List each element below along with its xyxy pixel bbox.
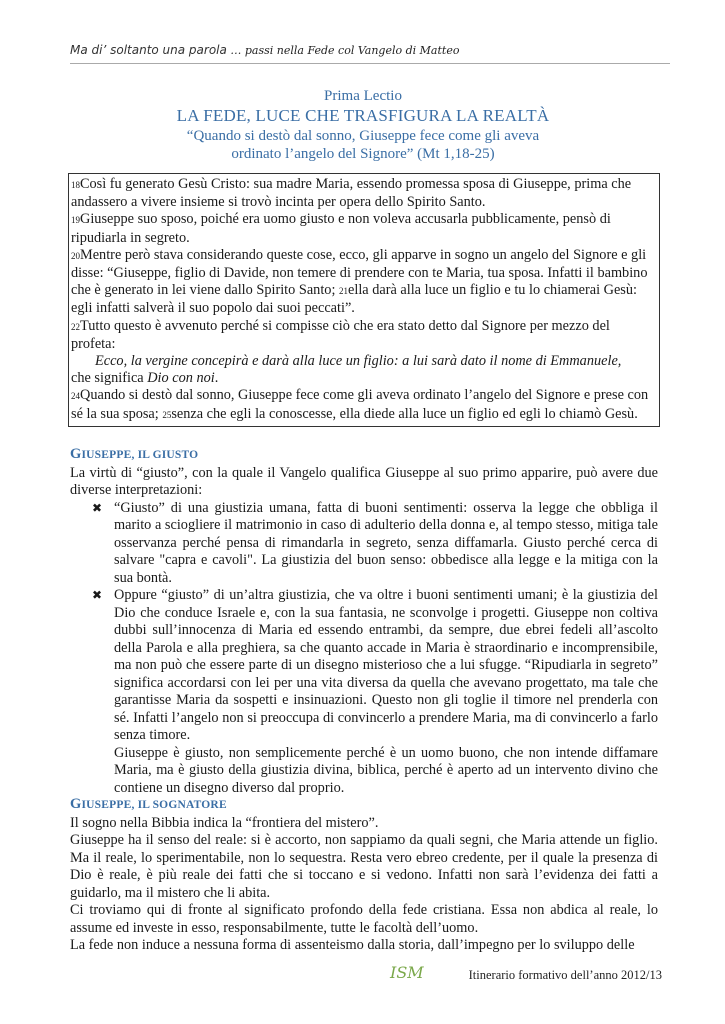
verse-19 xyxy=(71,211,657,246)
x-mark-icon: ✖ xyxy=(92,588,103,602)
paragraph: Giuseppe ha il senso del reale: si è accorto, non sappiamo da quali segni, che Maria attende un figlio. Ma il reale, lo sperimentabile, non lo sequestra. Resta vero ebreo credente, per il quale la presenza di Dio è reale, è più reale dei fatti che si toccano e si vedono. Infatti non sarà l’evidenza dei fatti a guidarlo, ma il mistero che li abita. xyxy=(70,832,658,901)
title-initial: G xyxy=(70,446,82,462)
verse-text: Tutto questo è avvenuto perché si compisse ciò che era stato detto dal Signore per mezzo del profeta: xyxy=(71,317,610,352)
title-initial: G xyxy=(70,796,82,812)
verse-text: Giuseppe suo sposo, poiché era uomo giusto e non voleva accusarla pubblicamente, pensò di ripudiarla in segreto. xyxy=(71,211,611,246)
verse-text: Mentre però stava considerando queste cose, ecco, gli apparve in sogno un angelo del Signore e gli disse: “Giuseppe, figlio di Davide, non temere di prendere con te Maria, tua sposa. Infatti il bambino che è generato in lei viene dallo Spirito Santo; xyxy=(71,246,648,299)
title-rest: IUSEPPE, IL GIUSTO xyxy=(81,449,199,461)
scripture-box xyxy=(68,173,660,427)
verse-number: 18 xyxy=(71,180,80,190)
verse-18 xyxy=(71,176,657,211)
lectio-label: Prima Lectio xyxy=(324,88,402,104)
paragraph: La fede non induce a nessuna forma di assenteismo dalla storia, dall’impegno per lo sviluppo delle xyxy=(70,937,635,953)
paragraph: Ci troviamo qui di fronte al significato profondo della fede cristiana. Essa non abdica al reale, lo assume ed investe in esso, responsabilmente, tutte le facoltà dell’uomo. xyxy=(70,902,658,936)
list-item-text: “Giusto” di una giustizia umana, fatta di buoni sentimenti: osserva la legge che obbliga il marito a sciogliere il matrimonio in caso di adulterio della donna e, al tempo stesso, mitiga tale osservanza perché pensa di rimandarla in segreto, senza diffamarla. Giusto perché cerca di salvare "capra e cavoli". La giustizia del buon senso: obbedisce alla legge e la mitiga con la sua bontà. xyxy=(114,499,658,586)
verse-text: senza che egli la conoscesse, ella diede alla luce un figlio ed egli lo chiamò Gesù. xyxy=(171,405,638,422)
section-title-giusto xyxy=(70,446,658,465)
list-item xyxy=(70,587,658,745)
list-item xyxy=(70,500,658,588)
header-subtitle: … passi nella Fede col Vangelo di Matteo xyxy=(226,44,460,57)
verse-22 xyxy=(71,318,657,353)
meaning-period: . xyxy=(214,370,219,387)
verse-number: 21 xyxy=(339,286,348,297)
page-footer xyxy=(390,963,670,987)
header-title: Ma di’ soltanto una parola xyxy=(70,43,227,57)
footer-text: Itinerario formativo dell’anno 2012/13 xyxy=(468,968,662,982)
verse-number: 22 xyxy=(71,321,80,332)
verse-number: 25 xyxy=(162,409,172,420)
verse-text: Quando si destò dal sonno, Giuseppe fece come gli aveva ordinato l’angelo del Signore e prese con sé la sua sposa; xyxy=(71,387,649,422)
ism-logo: ISM xyxy=(390,963,424,982)
meaning-italic: Dio con noi xyxy=(147,370,215,387)
verse-text: Così fu generato Gesù Cristo: sua madre Maria, essendo promessa sposa di Giuseppe, prima che andassero a vivere insieme si trovò incinta per opera dello Spirito Santo. xyxy=(71,176,632,211)
verse-number: 20 xyxy=(71,250,80,261)
title-quote-line1: “Quando si destò dal sonno, Giuseppe fece come gli aveva xyxy=(186,128,540,144)
page-title: LA FEDE, LUCE CHE TRASFIGURA LA REALTÀ xyxy=(176,106,550,125)
verse-number: 19 xyxy=(71,215,80,226)
meaning-text: che significa xyxy=(71,370,148,387)
x-mark-icon: ✖ xyxy=(92,500,103,515)
title-rest: IUSEPPE, IL SOGNATORE xyxy=(81,799,227,811)
page-header xyxy=(70,43,670,64)
section-sognatore xyxy=(70,796,658,955)
title-block xyxy=(70,87,656,163)
list-item-text: Oppure “giusto” di un’altra giustizia, che va oltre i buoni sentimenti umani; è la giustizia del Dio che conduce Israele e, con la sua fantasia, ne sconvolge i progetti. Giuseppe non coltiva dubbi sull’innocenza di Maria ed essendo entrambi, da sempre, due ebrei fedeli all’ascolto della Parola e alla preghiera, sa che quanto accade in Maria è straordinario e incomprensibile, ma non può che essere parte di un disegno misterioso che a lui sfugge. “Ripudiarla in segreto” significa accordarsi con lei per una vita diversa da quella che avevano progettato, ma tale che garantisse Maria da sospetti e insinuazioni. Questo non gli toglie il timore nel prenderla con sé. Infatti l’angelo non si preoccupa di convincerlo a prendere Maria, ma di convincerlo a farlo senza timore. xyxy=(114,587,658,743)
verse-text: ella darà alla luce un figlio e tu lo chiamerai Gesù: egli infatti salverà il suo popolo dai suoi peccati”. xyxy=(71,282,637,317)
prophecy-citation: Ecco, la vergine concepirà e darà alla luce un figlio: a lui sarà dato il nome di Emmanuele, xyxy=(95,353,622,370)
section-intro: La virtù di “giusto”, con la quale il Vangelo qualifica Giuseppe al suo primo apparire, può avere due diverse interpretazioni: xyxy=(70,464,658,498)
verse-20-21 xyxy=(71,247,657,318)
section-giusto xyxy=(70,446,658,797)
verse-23-meaning xyxy=(71,370,657,387)
title-quote-line2: ordinato l’angelo del Signore” (Mt 1,18-25) xyxy=(231,146,495,162)
verse-24-25 xyxy=(71,387,657,423)
verse-number: 24 xyxy=(71,391,80,402)
interpretation-list xyxy=(70,500,658,745)
section-closing: Giuseppe è giusto, non semplicemente perché è un uomo buono, che non intende diffamare Maria, ma è giusto della giustizia divina, biblica, perché è aperto ad un intervento divino che contiene un disegno diverso dal proprio. xyxy=(114,744,658,796)
section-title-sognatore xyxy=(70,796,658,815)
paragraph: Il sogno nella Bibbia indica la “frontiera del mistero”. xyxy=(70,814,379,831)
